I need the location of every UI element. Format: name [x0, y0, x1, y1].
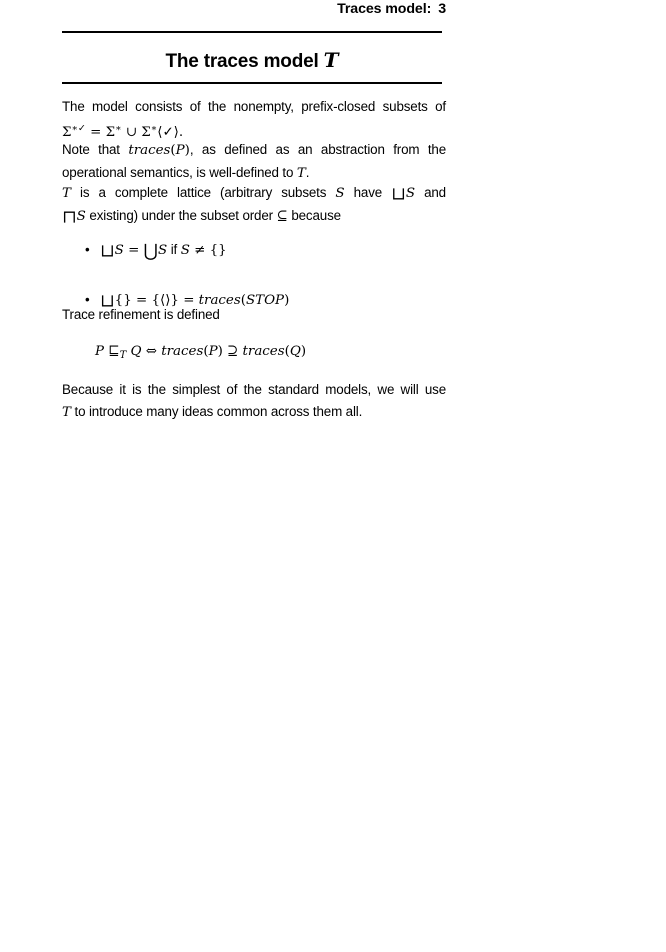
refinement-formula: P $⊑_T$ Q ⇔ traces(P) ⊇ traces(Q) — [95, 344, 307, 361]
text-line: The model consists of the nonempty, prefix-closed subsets of — [62, 99, 446, 114]
text-line: T to introduce many ideas common across them all. — [62, 403, 363, 420]
text-line: Because it is the simplest of the standard models, we will use — [62, 382, 446, 397]
page-header — [62, 1, 446, 17]
paragraph-complete-lattice — [62, 182, 446, 227]
paragraph-refinement-intro: Trace refinement is defined — [62, 307, 220, 322]
horizontal-rule-bottom — [62, 82, 442, 84]
text-line: operational semantics, is well-defined to T. — [62, 164, 310, 181]
text-line: Note that traces(P), as defined as an abstraction from the — [62, 142, 447, 158]
page-title — [62, 48, 442, 73]
union-operator: ⋃ — [143, 241, 158, 262]
refinement-order-symbol: ⊑ — [104, 344, 120, 359]
horizontal-rule-top — [62, 31, 442, 33]
paragraph-model-definition — [62, 96, 446, 143]
superset-symbol: ) ⊇ — [217, 344, 243, 359]
script-t-symbol: T — [62, 186, 71, 201]
page-title-text: The traces model — [165, 51, 324, 72]
text-line: ⊓S existing) under the subset order ⊆ because — [62, 207, 341, 227]
bullet-item-empty-lub: • ⊔{} = {⟨⟩} = traces(STOP) — [62, 289, 484, 312]
formula-sigma-line: Σ∗✓ = Σ∗ ∪ Σ∗⟨✓⟩. — [62, 122, 184, 140]
bullet-item-lub-union: • ⊔S = ⋃S if S ≠ {} — [62, 239, 484, 262]
paragraph-traces-note — [62, 139, 446, 184]
script-t-symbol: T — [62, 404, 71, 420]
square-cup-operator: ⊔ — [100, 291, 115, 311]
script-t-symbol: T — [323, 48, 339, 72]
header-title: Traces model: — [337, 1, 432, 17]
page-number: 3 — [438, 1, 446, 17]
square-cup-operator: ⊔ — [391, 184, 406, 205]
iff-symbol: ⇔ — [141, 344, 162, 359]
bullet-icon: • — [85, 291, 90, 307]
script-t-symbol: T — [296, 165, 306, 181]
square-cup-operator: ⊔ — [100, 241, 115, 262]
bullet-icon: • — [85, 242, 90, 257]
text-line: T is a complete lattice (arbitrary subsets S have ⊔S and — [62, 184, 446, 205]
square-cap-operator: ⊓ — [62, 207, 77, 227]
paragraph-conclusion — [62, 379, 446, 423]
